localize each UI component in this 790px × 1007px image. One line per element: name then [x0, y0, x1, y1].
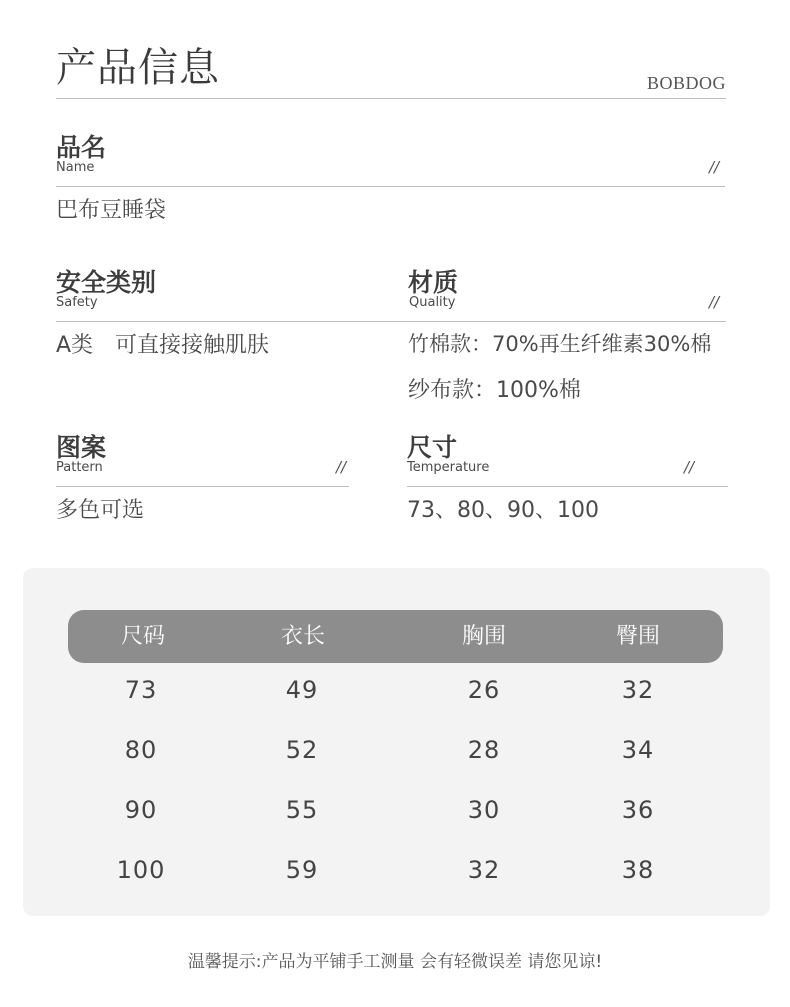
table-cell: 80 — [124, 736, 158, 764]
quality-slash-mark: // — [709, 293, 720, 311]
table-cell: 36 — [621, 796, 655, 824]
pattern-heading: 图案 — [56, 433, 107, 462]
table-cell: 59 — [285, 856, 319, 884]
quality-value-gauze: 纱布款：100%棉 — [408, 378, 581, 403]
header-length: 衣长 — [280, 624, 326, 649]
pattern-slash-mark: // — [336, 458, 347, 476]
name-divider — [56, 186, 725, 187]
size-value: 73、80、90、100 — [407, 498, 599, 523]
brand-name: BOBDOG — [646, 73, 726, 93]
safety-value: A类 可直接接触肌肤 — [56, 333, 270, 358]
size-table-header — [68, 610, 723, 663]
footer-note: 温馨提示:产品为平铺手工测量 会有轻微误差 请您见谅! — [187, 952, 603, 972]
header-divider — [56, 98, 726, 99]
size-heading: 尺寸 — [407, 433, 458, 462]
safety-quality-divider — [56, 321, 726, 322]
size-slash-mark: // — [684, 458, 695, 476]
name-slash-mark: // — [709, 158, 720, 176]
table-cell: 100 — [116, 856, 166, 884]
quality-subheading: Quality — [409, 295, 456, 310]
table-cell: 49 — [285, 676, 319, 704]
table-cell: 34 — [621, 736, 655, 764]
table-cell: 73 — [124, 676, 158, 704]
header-size: 尺码 — [120, 624, 166, 649]
safety-subheading: Safety — [56, 295, 98, 310]
pattern-subheading: Pattern — [56, 460, 103, 475]
quality-value-bamboo: 竹棉款：70%再生纤维素30%棉 — [408, 332, 712, 356]
pattern-value: 多色可选 — [56, 498, 145, 523]
table-cell: 28 — [467, 736, 501, 764]
table-cell: 32 — [467, 856, 501, 884]
table-cell: 52 — [285, 736, 319, 764]
size-subheading: Temperature — [407, 460, 490, 475]
table-cell: 38 — [621, 856, 655, 884]
header-hip: 臀围 — [615, 624, 661, 649]
table-cell: 30 — [467, 796, 501, 824]
table-cell: 26 — [467, 676, 501, 704]
name-value: 巴布豆睡袋 — [56, 198, 167, 223]
safety-heading: 安全类别 — [56, 268, 157, 297]
page-title: 产品信息 — [56, 45, 220, 91]
table-cell: 90 — [124, 796, 158, 824]
table-cell: 55 — [285, 796, 319, 824]
header-chest: 胸围 — [461, 624, 507, 649]
name-subheading: Name — [56, 160, 95, 175]
name-heading: 品名 — [56, 133, 107, 162]
pattern-divider — [56, 486, 349, 487]
size-divider — [407, 486, 728, 487]
table-cell: 32 — [621, 676, 655, 704]
quality-heading: 材质 — [408, 268, 459, 297]
